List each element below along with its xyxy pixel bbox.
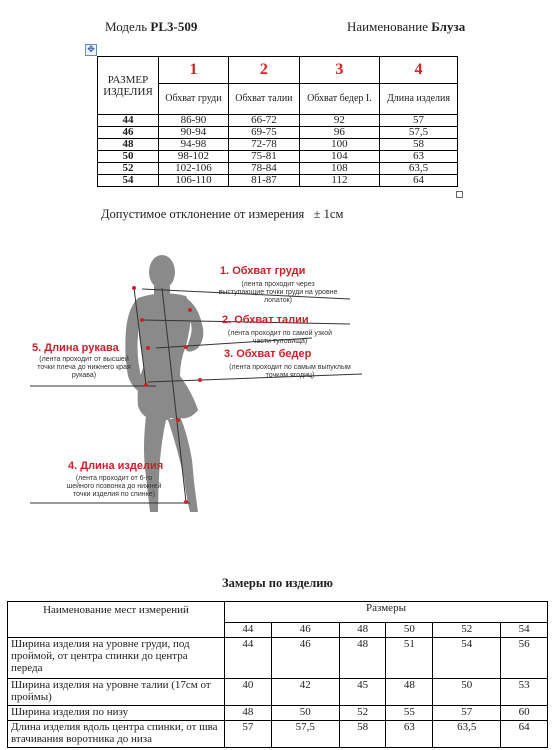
measure-value-cell: 57 — [225, 721, 272, 748]
annotation-1-title: 1. Обхват груди — [220, 265, 306, 277]
size-value-cell: 78-84 — [228, 163, 299, 175]
measure-row — [8, 721, 548, 748]
size-value-cell: 86-90 — [159, 115, 229, 127]
measure-name-cell: Ширина изделия по низу — [8, 706, 225, 721]
measure-table — [7, 601, 548, 748]
size-value-cell: 102-106 — [159, 163, 229, 175]
measure-value-cell: 42 — [271, 679, 339, 706]
measure-table-title: Замеры по изделию — [222, 576, 333, 590]
measure-value-cell: 60 — [501, 706, 548, 721]
size-row — [98, 175, 458, 187]
size-column-header: 54 — [501, 623, 548, 638]
size-table-body — [98, 115, 458, 187]
measure-name-cell: Ширина изделия на уровне груди, под проймой, от центра спинки до центра переда — [8, 638, 225, 679]
measure-table-body — [8, 638, 548, 748]
size-value-cell: 57,5 — [379, 127, 457, 139]
size-value-cell: 108 — [299, 163, 379, 175]
measure-row — [8, 706, 548, 721]
size-cell: 50 — [98, 151, 159, 163]
annotation-5-note: (лента проходит от высшей точки плеча до нижнего края рукава) — [37, 356, 131, 379]
measure-value-cell: 52 — [339, 706, 386, 721]
name-value: Блуза — [431, 19, 466, 34]
size-value-cell: 63 — [379, 151, 457, 163]
size-value-cell: 81-87 — [228, 175, 299, 187]
table-resize-handle[interactable] — [456, 191, 463, 198]
measure-value-cell: 50 — [271, 706, 339, 721]
col-num-4: 4 — [379, 57, 457, 84]
annotation-2-note: (лента проходит по самой узкой части туловища) — [227, 330, 333, 345]
col-label-2: Обхват талии — [228, 84, 299, 115]
size-cell: 52 — [98, 163, 159, 175]
measure-value-cell: 50 — [433, 679, 501, 706]
annotation-4-note: (лента проходит от 6-го шейного позвонка до нижней точки изделия по спинке) — [66, 475, 162, 498]
measure-name-cell: Ширина изделия на уровне талии (17см от проймы) — [8, 679, 225, 706]
size-value-cell: 75-81 — [228, 151, 299, 163]
measure-value-cell: 57,5 — [271, 721, 339, 748]
measure-name-cell: Длина изделия вдоль центра спинки, от шва втачивания воротника до низа — [8, 721, 225, 748]
size-value-cell: 63,5 — [379, 163, 457, 175]
measure-value-cell: 64 — [501, 721, 548, 748]
size-cell: 48 — [98, 139, 159, 151]
measure-value-cell: 55 — [386, 706, 433, 721]
measure-value-cell: 54 — [433, 638, 501, 679]
measure-value-cell: 57 — [433, 706, 501, 721]
measure-value-cell: 40 — [225, 679, 272, 706]
annotation-3-title: 3. Обхват бедер — [224, 348, 312, 360]
size-table — [97, 56, 458, 187]
measure-value-cell: 45 — [339, 679, 386, 706]
size-value-cell: 106-110 — [159, 175, 229, 187]
size-value-cell: 90-94 — [159, 127, 229, 139]
model-label: Модель — [105, 19, 148, 34]
measure-row — [8, 638, 548, 679]
size-column-header: 44 — [225, 623, 272, 638]
col-label-1: Обхват груди — [159, 84, 229, 115]
measure-value-cell: 44 — [225, 638, 272, 679]
size-value-cell: 112 — [299, 175, 379, 187]
name-label: Наименование — [347, 19, 428, 34]
annotation-1-note: (лента проходит через выступающие точки груди на уровне лопаток) — [218, 281, 338, 304]
col-label-4: Длина изделия — [379, 84, 457, 115]
name-header — [347, 19, 465, 35]
col-num-1: 1 — [159, 57, 229, 84]
size-value-cell: 104 — [299, 151, 379, 163]
col-label-3: Обхват бедер I. — [299, 84, 379, 115]
measure-row — [8, 679, 548, 706]
annotation-4-title: 4. Длина изделия — [68, 460, 164, 472]
table-move-handle-icon[interactable]: ✥ — [85, 44, 97, 56]
measure-value-cell: 46 — [271, 638, 339, 679]
size-value-cell: 94-98 — [159, 139, 229, 151]
measure-value-cell: 63,5 — [433, 721, 501, 748]
size-cell: 44 — [98, 115, 159, 127]
measure-value-cell: 48 — [225, 706, 272, 721]
annotation-2-title: 2. Обхват талии — [222, 314, 309, 326]
size-row — [98, 115, 458, 127]
size-value-cell: 96 — [299, 127, 379, 139]
annotation-5-title: 5. Длина рукава — [32, 342, 119, 354]
size-header: РАЗМЕР ИЗДЕЛИЯ — [98, 57, 159, 115]
tolerance-text: Допустимое отклонение от измерения ± 1см — [101, 207, 344, 221]
size-value-cell: 100 — [299, 139, 379, 151]
size-cell: 46 — [98, 127, 159, 139]
size-value-cell: 69-75 — [228, 127, 299, 139]
size-column-header: 48 — [339, 623, 386, 638]
model-value: PL3-509 — [150, 19, 198, 34]
size-value-cell: 58 — [379, 139, 457, 151]
measure-value-cell: 53 — [501, 679, 548, 706]
measure-value-cell: 56 — [501, 638, 548, 679]
measure-name-header: Наименование мест измерений — [8, 602, 225, 638]
size-value-cell: 66-72 — [228, 115, 299, 127]
size-column-header: 50 — [386, 623, 433, 638]
size-value-cell: 72-78 — [228, 139, 299, 151]
measure-value-cell: 51 — [386, 638, 433, 679]
measure-value-cell: 63 — [386, 721, 433, 748]
measure-value-cell: 48 — [386, 679, 433, 706]
col-num-3: 3 — [299, 57, 379, 84]
size-row — [98, 163, 458, 175]
measure-value-cell: 58 — [339, 721, 386, 748]
size-row — [98, 127, 458, 139]
size-column-header: 52 — [433, 623, 501, 638]
sizes-header: Размеры — [225, 602, 548, 623]
annotation-3-note: (лента проходит по самым выпуклым точкам ягодиц) — [229, 364, 351, 379]
model-header — [105, 19, 197, 35]
size-value-cell: 64 — [379, 175, 457, 187]
size-value-cell: 98-102 — [159, 151, 229, 163]
col-num-2: 2 — [228, 57, 299, 84]
size-cell: 54 — [98, 175, 159, 187]
size-value-cell: 92 — [299, 115, 379, 127]
measure-value-cell: 48 — [339, 638, 386, 679]
size-value-cell: 57 — [379, 115, 457, 127]
silhouette — [125, 255, 203, 512]
size-row — [98, 139, 458, 151]
size-column-header: 46 — [271, 623, 339, 638]
size-row — [98, 151, 458, 163]
